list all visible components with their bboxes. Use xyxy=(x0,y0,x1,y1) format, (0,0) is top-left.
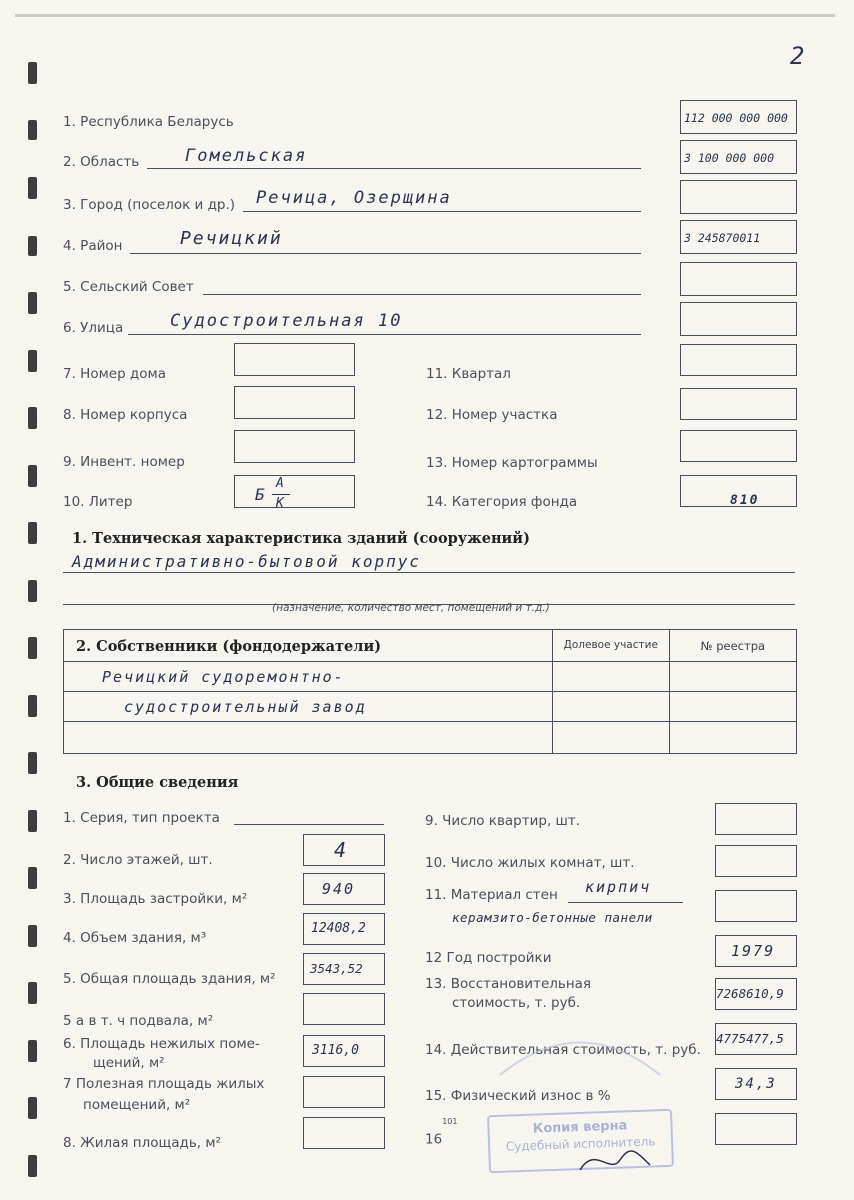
label-useful-area-2: помещений, м² xyxy=(83,1097,191,1113)
nonresidential-area-value: 3116,0 xyxy=(312,1043,359,1058)
actual-cost-value: 4775477,5 xyxy=(716,1031,784,1046)
field-value-district: Речицкий xyxy=(180,228,283,249)
top-edge-line xyxy=(15,14,835,17)
field-label-region: 2. Область xyxy=(63,154,140,170)
label-living-area: 8. Жилая площадь, м² xyxy=(63,1135,221,1151)
build-year-value: 1979 xyxy=(731,942,776,960)
liter-value: Б xyxy=(255,485,267,504)
field-value-street: Судостроительная 10 xyxy=(170,311,403,331)
label-field-16 xyxy=(425,1117,458,1148)
floors-value: 4 xyxy=(334,838,349,862)
field-label-republic: 1. Республика Беларусь xyxy=(63,114,234,130)
stamp-line-1: Копия верна xyxy=(532,1118,628,1137)
restoration-cost-value: 7268610,9 xyxy=(716,986,784,1001)
code-value-region: 3 100 000 000 xyxy=(684,151,775,165)
seal-ring xyxy=(480,1020,680,1080)
share-column-header: Долевое участие xyxy=(563,639,658,651)
owner-row-2[interactable] xyxy=(64,692,553,722)
label-total-area: 5. Общая площадь здания, м² xyxy=(63,971,276,987)
label-restoration-cost: 13. Восстановительная xyxy=(425,976,592,992)
code-value-district: 3 245870011 xyxy=(684,231,761,245)
field-label-fund-category: 14. Категория фонда xyxy=(426,494,578,510)
quarter-box[interactable] xyxy=(680,344,797,376)
code-box-city[interactable] xyxy=(680,180,797,214)
section3-title: 3. Общие сведения xyxy=(76,774,239,791)
inventory-number-box[interactable] xyxy=(234,430,355,463)
field-label-district: 4. Район xyxy=(63,238,123,254)
label-restoration-cost-2: стоимость, т. руб. xyxy=(452,995,581,1011)
field-label-quarter: 11. Квартал xyxy=(426,366,511,382)
label-useful-area: 7 Полезная площадь жилых xyxy=(63,1076,265,1092)
field-label-cartogram-number: 13. Номер картограммы xyxy=(426,455,598,471)
field-value-city: Речица, Озерщина xyxy=(256,188,452,208)
field-label-city: 3. Город (поселок и др.) xyxy=(63,197,236,213)
field-label-inventory-number: 9. Инвент. номер xyxy=(63,454,185,470)
house-number-box[interactable] xyxy=(234,343,355,376)
basement-area-box[interactable] xyxy=(303,993,385,1025)
living-area-box[interactable] xyxy=(303,1117,385,1149)
code-box-street[interactable] xyxy=(680,302,797,336)
owner-row-1[interactable] xyxy=(64,662,553,692)
owner-row-3[interactable] xyxy=(64,722,553,754)
built-area-value: 940 xyxy=(322,880,356,898)
owner-share-2[interactable] xyxy=(552,692,669,722)
registry-column-header: № реестра xyxy=(700,638,766,653)
label-field-16-text: 16 xyxy=(425,1131,443,1148)
section1-title: 1. Техническая характеристика зданий (сооружений) xyxy=(72,530,530,547)
label-volume: 4. Объем здания, м³ xyxy=(63,930,207,946)
physical-wear-value: 34,3 xyxy=(735,1076,777,1092)
apartments-box[interactable] xyxy=(715,803,797,835)
label-built-area: 3. Площадь застройки, м² xyxy=(63,891,248,907)
building-purpose-value: Административно-бытовой корпус xyxy=(72,552,421,571)
fund-category-value: 810 xyxy=(730,493,760,508)
code-box-village-council[interactable] xyxy=(680,262,797,296)
stamp-line-2: Судебный исполнитель xyxy=(505,1134,656,1154)
label-nonresidential-area: 6. Площадь нежилых поме- xyxy=(63,1036,260,1052)
useful-area-box[interactable] xyxy=(303,1076,385,1108)
section2-title: 2. Собственники (фондодержатели) xyxy=(76,638,382,655)
owner-line-1: Речицкий судоремонтно- xyxy=(102,668,345,686)
signature-mark xyxy=(575,1140,655,1180)
liter-fraction-numerator: А xyxy=(276,476,286,491)
plot-number-box[interactable] xyxy=(680,388,797,420)
liter-fraction-line xyxy=(272,494,290,495)
total-area-value: 3543,52 xyxy=(310,961,363,976)
label-nonresidential-area-2: щений, м² xyxy=(93,1055,165,1071)
code-value-republic: 112 000 000 000 xyxy=(684,111,788,125)
field-label-street: 6. Улица xyxy=(63,320,124,336)
wall-material-value: кирпич xyxy=(585,878,652,896)
label-basement-area: 5 а в т. ч подвала, м² xyxy=(63,1013,214,1029)
field-label-house-number: 7. Номер дома xyxy=(63,366,166,382)
wall-material-value-2: керамзито-бетонные панели xyxy=(452,910,653,925)
wall-material-box[interactable] xyxy=(715,890,797,922)
cartogram-number-box[interactable] xyxy=(680,430,797,462)
label-series-type: 1. Серия, тип проекта xyxy=(63,810,220,826)
owners-table xyxy=(63,629,797,754)
label-actual-cost: 14. Действительная стоимость, т. руб. xyxy=(425,1042,701,1058)
field-value-region: Гомельская xyxy=(185,146,308,166)
rooms-box[interactable] xyxy=(715,845,797,877)
field-label-village-council: 5. Сельский Совет xyxy=(63,279,194,295)
label-wall-material: 11. Материал стен xyxy=(425,887,558,903)
label-field-16-sup: 101 xyxy=(442,1117,458,1126)
owner-registry-2[interactable] xyxy=(669,692,796,722)
section1-caption: (назначение, количество мест, помещений и т.д.) xyxy=(272,602,550,614)
label-rooms: 10. Число жилых комнат, шт. xyxy=(425,855,635,871)
label-floors: 2. Число этажей, шт. xyxy=(63,852,213,868)
building-number-box[interactable] xyxy=(234,386,355,419)
label-physical-wear: 15. Физический износ в % xyxy=(425,1088,611,1104)
field-label-plot-number: 12. Номер участка xyxy=(426,407,558,423)
field-label-liter: 10. Литер xyxy=(63,494,133,510)
label-build-year: 12 Год постройки xyxy=(425,950,552,966)
field-label-building-number: 8. Номер корпуса xyxy=(63,407,188,423)
liter-fraction-denominator: К xyxy=(276,496,286,511)
volume-value: 12408,2 xyxy=(311,921,366,936)
owner-share-3[interactable] xyxy=(552,722,669,754)
owner-share-1[interactable] xyxy=(552,662,669,692)
owner-registry-1[interactable] xyxy=(669,662,796,692)
owner-registry-3[interactable] xyxy=(669,722,796,754)
liter-box[interactable] xyxy=(234,475,355,508)
page-number: 2 xyxy=(790,42,807,70)
owner-line-2: судостроительный завод xyxy=(124,698,367,716)
label-apartments: 9. Число квартир, шт. xyxy=(425,813,581,829)
field-16-box[interactable] xyxy=(715,1113,797,1145)
